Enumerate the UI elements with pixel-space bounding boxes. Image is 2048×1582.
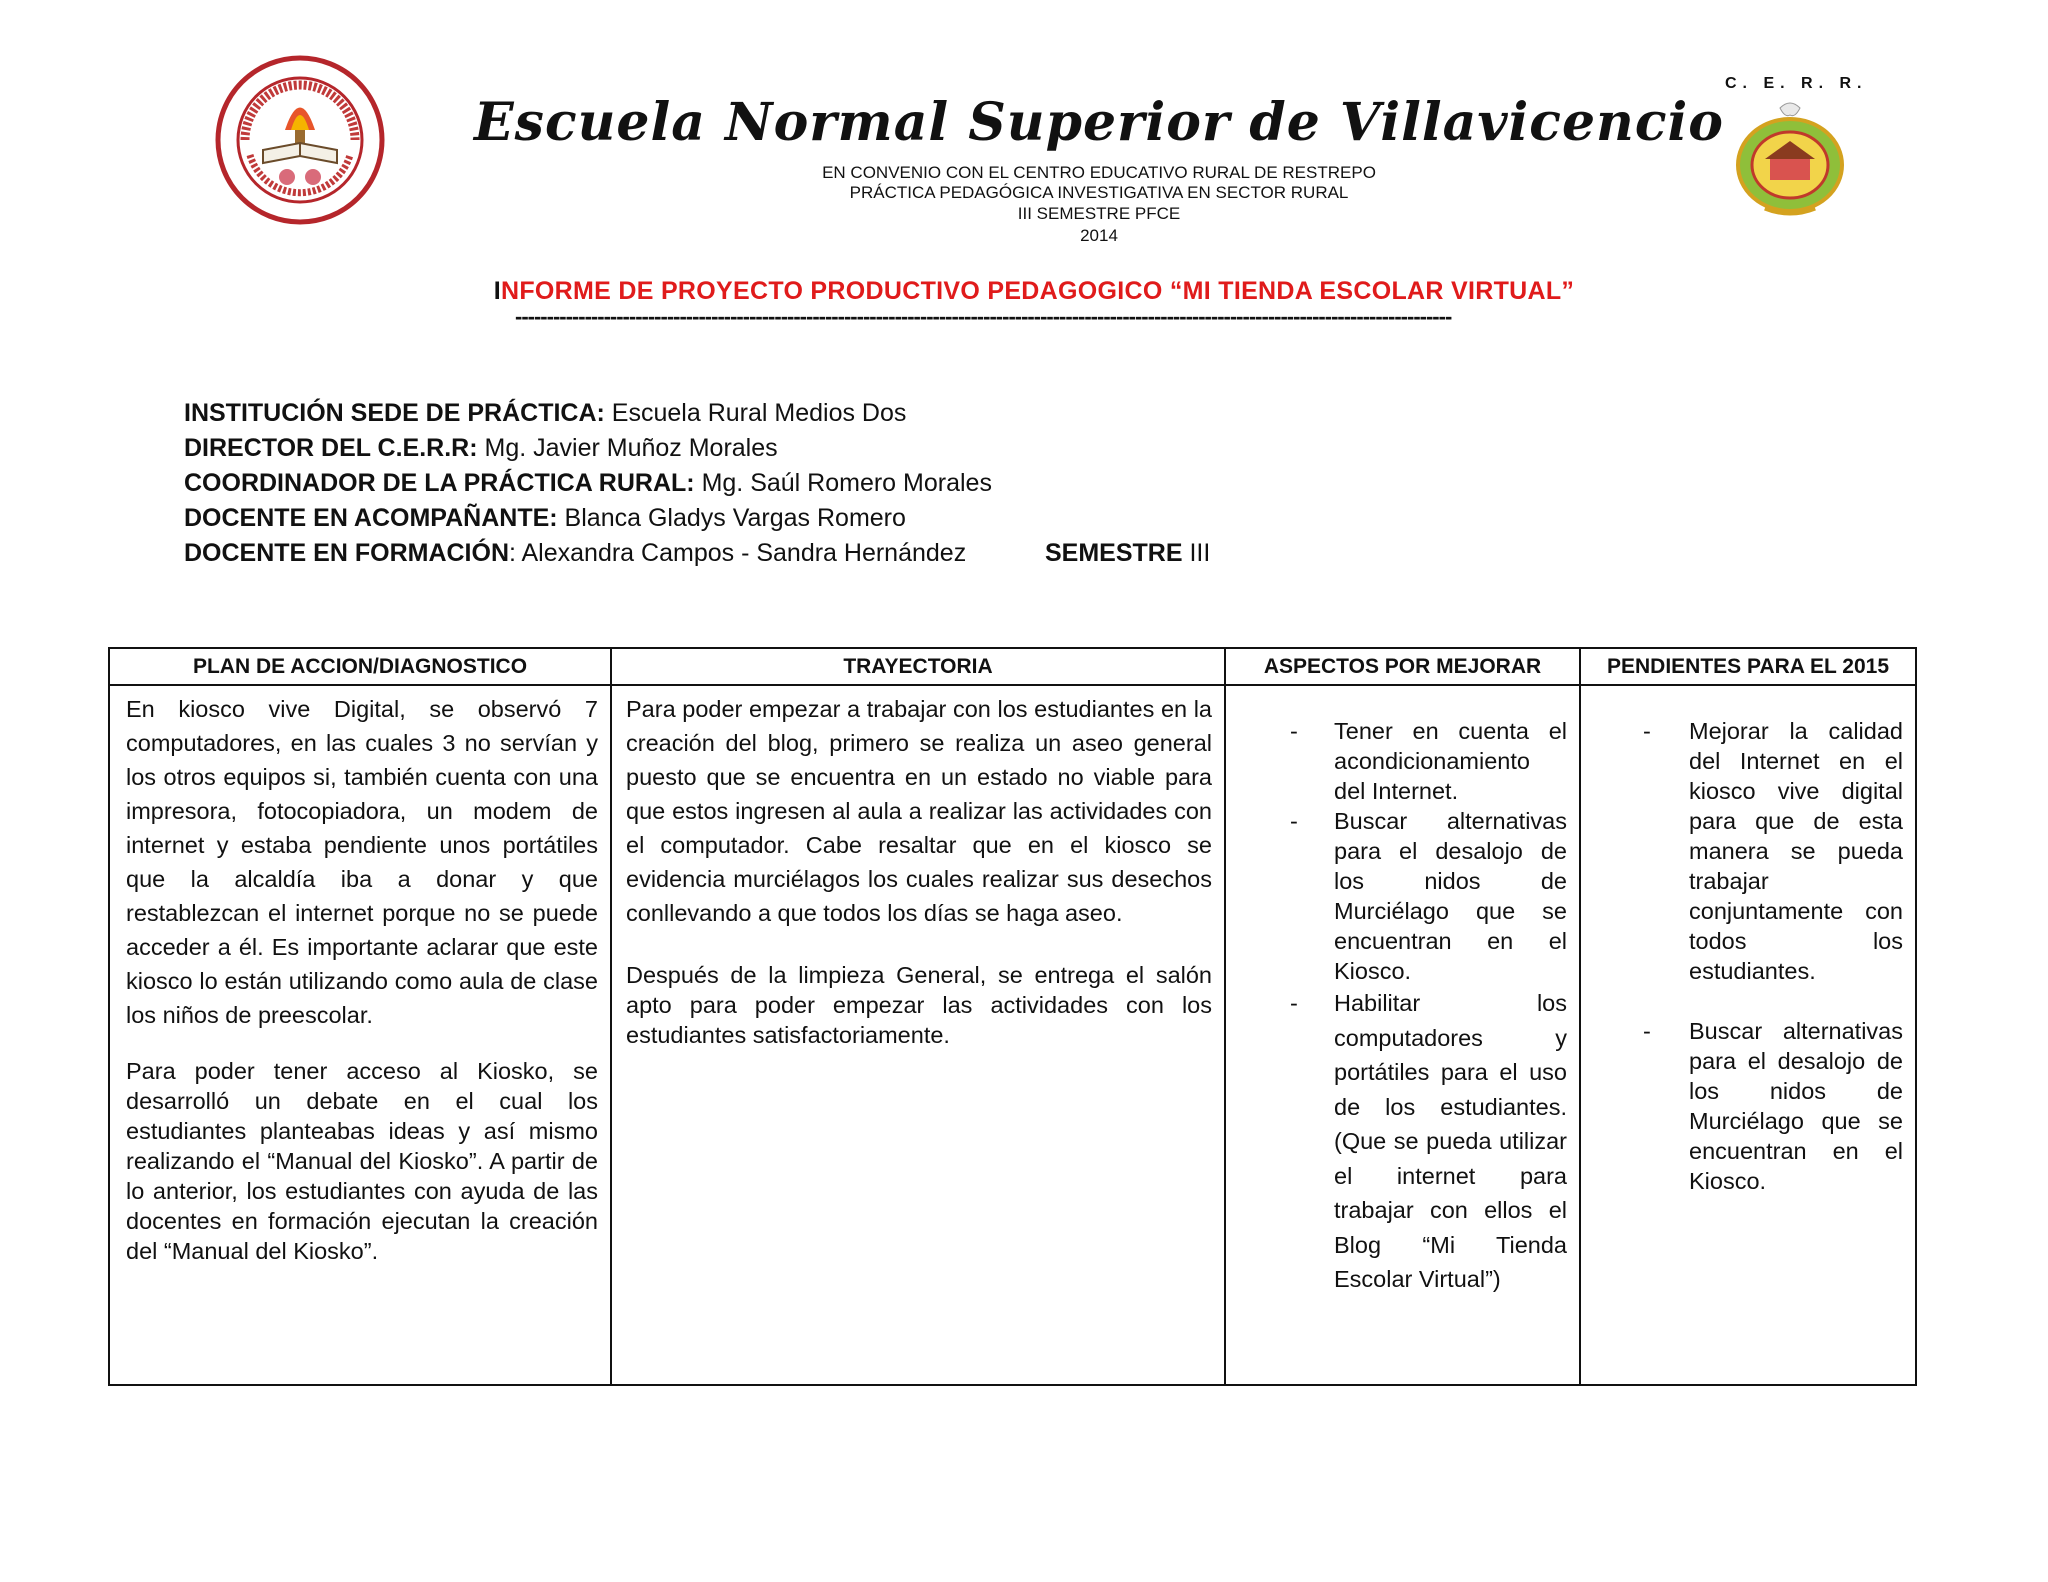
info-semestre-value: III bbox=[1182, 539, 1211, 567]
dash-bullet: - bbox=[1290, 808, 1298, 834]
dash-bullet: - bbox=[1290, 990, 1298, 1016]
info-coordinador-label: COORDINADOR DE LA PRÁCTICA RURAL: bbox=[184, 469, 695, 497]
info-docente-acompanante-label: DOCENTE EN ACOMPAÑANTE: bbox=[184, 504, 558, 532]
aspecto-text: Habilitar los computadores y portátiles para el uso de los estudiantes. (Que se pueda utilizar el internet para trabajar con ellos el Blog “Mi Tienda Escolar Virtual”) bbox=[1334, 990, 1567, 1292]
list-item bbox=[1581, 716, 1903, 986]
cell-pendientes bbox=[1580, 685, 1916, 1385]
dash-bullet: - bbox=[1643, 718, 1651, 744]
pendientes-list bbox=[1581, 716, 1903, 1196]
info-semestre-label: SEMESTRE bbox=[1045, 539, 1183, 567]
list-item bbox=[1226, 986, 1567, 1297]
header-pendientes: PENDIENTES PARA EL 2015 bbox=[1580, 648, 1916, 685]
header-trayectoria: TRAYECTORIA bbox=[611, 648, 1225, 685]
info-docente-acompanante bbox=[184, 501, 906, 536]
info-institucion-label: INSTITUCIÓN SEDE DE PRÁCTICA: bbox=[184, 399, 605, 427]
pendiente-text: Mejorar la calidad del Internet en el kiosco vive digital para que de esta manera se pueda trabajar conjuntamente con todos los estudiantes. bbox=[1689, 718, 1903, 984]
list-item bbox=[1226, 716, 1567, 806]
info-coordinador bbox=[184, 466, 992, 501]
cell-trayectoria bbox=[611, 685, 1225, 1385]
report-table bbox=[108, 647, 1917, 1386]
aspecto-text: Buscar alternativas para el desalojo de los nidos de Murciélago que se encuentran en el Kiosco. bbox=[1334, 808, 1567, 984]
plan-paragraph-2: Para poder tener acceso al Kiosko, se desarrolló un debate en el cual los estudiantes planteabas ideas y así mismo realizando el “Manual del Kiosko”. A partir de lo anterior, los estudiantes con ayuda de las docentes en formación ejecutan la creación del “Manual del Kiosko”. bbox=[126, 1058, 598, 1264]
subtitle-convenio: EN CONVENIO CON EL CENTRO EDUCATIVO RURAL DE RESTREPO bbox=[822, 163, 1376, 182]
subtitle-practica: PRÁCTICA PEDAGÓGICA INVESTIGATIVA EN SECTOR RURAL bbox=[849, 183, 1349, 202]
cell-plan-accion bbox=[109, 685, 611, 1385]
subtitle-semestre: III SEMESTRE PFCE bbox=[1017, 204, 1181, 223]
pendiente-text: Buscar alternativas para el desalojo de los nidos de Murciélago que se encuentran en el Kiosco. bbox=[1689, 1018, 1903, 1194]
info-semestre bbox=[1045, 536, 1210, 571]
list-item bbox=[1226, 806, 1567, 986]
info-director bbox=[184, 431, 778, 466]
title-underline-dashes: ---------------------------------------------------------------------------------------------------------------------------------------------------- bbox=[515, 306, 1452, 328]
subtitle-year: 2014 bbox=[1080, 226, 1118, 245]
header-plan-accion: PLAN DE ACCION/DIAGNOSTICO bbox=[109, 648, 611, 685]
info-docente-formacion-label: DOCENTE EN FORMACIÓN bbox=[184, 539, 509, 567]
list-item bbox=[1581, 1016, 1903, 1196]
table-row bbox=[109, 685, 1916, 1385]
report-title-rest: NFORME DE PROYECTO PRODUCTIVO PEDAGOGICO “MI TIENDA ESCOLAR VIRTUAL” bbox=[501, 277, 1575, 305]
aspecto-text: Tener en cuenta el acondicionamiento del Internet. bbox=[1334, 718, 1567, 804]
info-director-label: DIRECTOR DEL C.E.R.R: bbox=[184, 434, 478, 462]
table-header-row bbox=[109, 648, 1916, 685]
info-docente-formacion bbox=[184, 536, 966, 571]
aspectos-list bbox=[1226, 716, 1567, 1297]
info-docente-acompanante-value: Blanca Gladys Vargas Romero bbox=[557, 504, 906, 532]
info-institucion bbox=[184, 396, 906, 431]
dash-bullet: - bbox=[1643, 1018, 1651, 1044]
dash-bullet: - bbox=[1290, 718, 1298, 744]
info-director-value: Mg. Javier Muñoz Morales bbox=[477, 434, 778, 462]
trayectoria-paragraph-1: Para poder empezar a trabajar con los estudiantes en la creación del blog, primero se realiza un aseo general puesto que se encuentra en un estado no viable para que estos ingresen al aula a realizar las actividades con el computador. Cabe resaltar que en el kiosco se evidencia murciélagos los cuales realizar sus desechos conllevando a que todos los días se haga aseo. bbox=[626, 696, 1212, 926]
school-name: Escuela Normal Superior de Villavicencio bbox=[474, 92, 1724, 153]
header-aspectos: ASPECTOS POR MEJORAR bbox=[1225, 648, 1580, 685]
report-title bbox=[0, 277, 2048, 306]
report-title-initial: I bbox=[493, 277, 501, 305]
info-institucion-value: Escuela Rural Medios Dos bbox=[604, 399, 907, 427]
info-coordinador-value: Mg. Saúl Romero Morales bbox=[694, 469, 992, 497]
plan-paragraph-1: En kiosco vive Digital, se observó 7 computadores, en las cuales 3 no servían y los otros equipos si, también cuenta con una impresora, fotocopiadora, un modem de internet y estaba pendiente unos portátiles que la alcaldía iba a donar y que restablezcan el internet porque no se puede acceder a él. Es importante aclarar que este kiosco lo están utilizando como aula de clase los niños de preescolar. bbox=[126, 696, 598, 1028]
trayectoria-paragraph-2: Después de la limpieza General, se entrega el salón apto para poder empezar las actividades con los estudiantes satisfactoriamente. bbox=[626, 962, 1212, 1048]
cerr-logo-text: C. E. R. R. bbox=[1725, 75, 1868, 92]
cell-aspectos bbox=[1225, 685, 1580, 1385]
info-docente-formacion-value: : Alexandra Campos - Sandra Hernández bbox=[509, 539, 967, 567]
